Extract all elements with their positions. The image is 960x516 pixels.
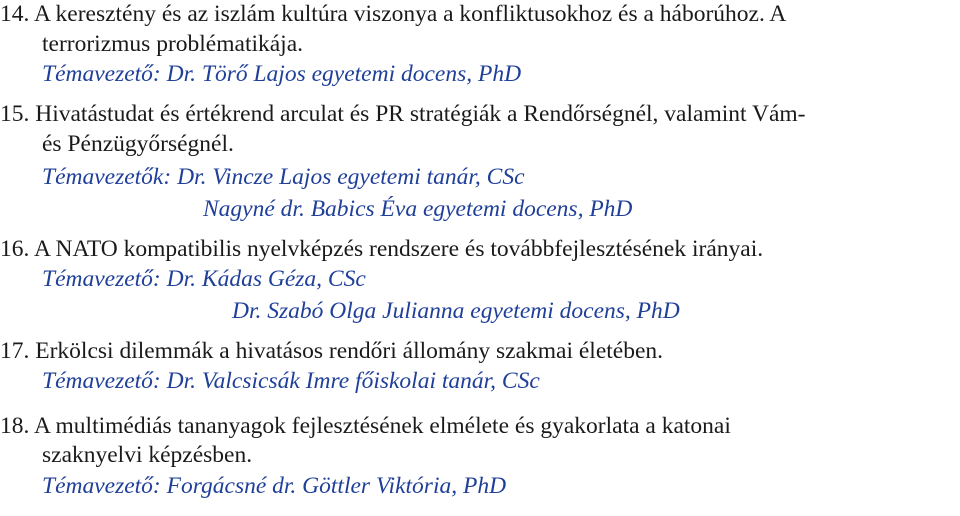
item-18-title-line-2: szaknyelvi képzésben. xyxy=(42,442,253,468)
item-17-number: 17. xyxy=(0,338,30,364)
item-16-supervisor-2: Dr. Szabó Olga Julianna egyetemi docens, PhD xyxy=(232,298,680,324)
item-18-number: 18. xyxy=(0,413,30,439)
item-17-supervisor: Témavezető: Dr. Valcsicsák Imre főiskolai tanár, CSc xyxy=(42,368,540,394)
item-16-title-line-1 xyxy=(0,235,763,263)
item-16-title-text: A NATO kompatibilis nyelvképzés rendszere és továbbfejlesztésének irányai. xyxy=(33,236,764,262)
item-15-title-text: Hivatástudat és értékrend arculat és PR stratégiák a Rendőrségnél, valamint Vám- xyxy=(35,101,806,127)
item-15-title-line-1 xyxy=(0,100,806,128)
item-15-number: 15. xyxy=(0,101,30,127)
item-14-number: 14. xyxy=(0,1,30,27)
item-14-title-text: A keresztény és az iszlám kultúra viszonya a konfliktusokhoz és a háborúhoz. A xyxy=(33,1,787,27)
item-15-supervisor: Témavezetők: Dr. Vincze Lajos egyetemi tanár, CSc xyxy=(42,164,525,190)
item-17-title-line-1 xyxy=(0,337,663,365)
item-14-title-line-2: terrorizmus problématikája. xyxy=(42,31,304,57)
item-17-title-text: Erkölcsi dilemmák a hivatásos rendőri állomány szakmai életében. xyxy=(35,338,664,364)
item-18-title-line-1 xyxy=(0,412,731,440)
item-16-number: 16. xyxy=(0,236,30,262)
item-15-title-line-2: és Pénzügyőrségnél. xyxy=(42,131,234,157)
item-18-supervisor: Témavezető: Forgácsné dr. Göttler Viktória, PhD xyxy=(42,473,507,499)
item-16-supervisor: Témavezető: Dr. Kádas Géza, CSc xyxy=(42,266,366,292)
item-18-title-text: A multimédiás tananyagok fejlesztésének elmélete és gyakorlata a katonai xyxy=(33,413,731,439)
item-15-supervisor-2: Nagyné dr. Babics Éva egyetemi docens, PhD xyxy=(203,196,633,222)
item-14-title-line-1 xyxy=(0,0,786,28)
item-14-supervisor: Témavezető: Dr. Törő Lajos egyetemi docens, PhD xyxy=(42,61,522,87)
